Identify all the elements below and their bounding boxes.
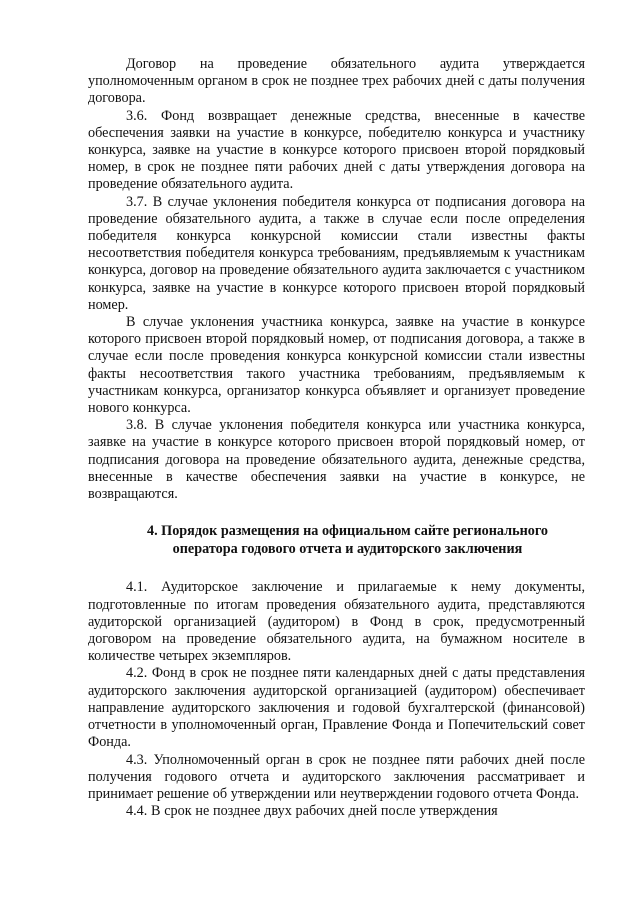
section-4-heading-line1: 4. Порядок размещения на официальном сайте регионального — [146, 523, 549, 540]
paragraph-4-4: 4.4. В срок не позднее двух рабочих дней после утверждения — [126, 803, 498, 820]
section-4-heading-line2: оператора годового отчета и аудиторского заключения — [172, 540, 523, 557]
paragraph-3-8: 3.8. В случае уклонения победителя конкурса или участника конкурса, заявке на участие в конкурсе которого присвоен второй порядковый номер, от подписания договора на проведение обязательного аудита, денежные средства, внесенные в качестве обеспечения заявки на участие в конкурсе, не возвращаются. — [88, 417, 585, 503]
paragraph-3-7-continuation: В случае уклонения участника конкурса, заявке на участие в конкурсе которого присвоен второй порядковый номер, от подписания договора, а также в случае если после проведения конкурса конкурсной комиссии стали известны факты несоответствия такого участника требованиям, предъявляемым к участникам конкурса, организатор конкурса объявляет и организует проведение нового конкурса. — [88, 314, 585, 417]
document-page — [88, 56, 585, 820]
paragraph-3-7: 3.7. В случае уклонения победителя конкурса от подписания договора на проведение обязательного аудита, а также в случае если после определения победителя конкурса конкурсной комиссии стали известны факты несоответствия победителя конкурса требованиям, предъявляемым к участникам конкурса, договор на проведение обязательного аудита заключается с участником конкурса, заявке на участие в конкурсе которого присвоен второй порядковый номер. — [88, 193, 585, 313]
paragraph-contract-approval: Договор на проведение обязательного аудита утверждается уполномоченным органом в срок не позднее трех рабочих дней с даты получения договора. — [88, 56, 585, 107]
paragraph-4-1: 4.1. Аудиторское заключение и прилагаемые к нему документы, подготовленные по итогам проведения обязательного аудита, представляются аудиторской организацией (аудитором) в Фонд в срок, предусмотренный договором на проведение обязательного аудита, на бумажном носителе в количестве четырех экземпляров. — [88, 579, 585, 665]
section-4-heading — [88, 523, 585, 558]
paragraph-4-3: 4.3. Уполномоченный орган в срок не позднее пяти рабочих дней после получения годового отчета и аудиторского заключения рассматривает и принимает решение об утверждении или неутверждении годового отчета Фонда. — [88, 751, 585, 802]
paragraph-3-6: 3.6. Фонд возвращает денежные средства, внесенные в качестве обеспечения заявки на участие в конкурсе, победителю конкурса и участнику конкурса, заявке на участие в конкурсе которого присвоен второй порядковый номер, в срок не позднее пяти рабочих дней с даты утверждения договора на проведение обязательного аудита. — [88, 107, 585, 193]
paragraph-4-2: 4.2. Фонд в срок не позднее пяти календарных дней с даты представления аудиторского заключения аудиторской организацией (аудитором) обеспечивает направление аудиторского заключения и годовой бухгалтерской (финансовой) отчетности в уполномоченный орган, Правление Фонда и Попечительский совет Фонда. — [88, 665, 585, 751]
